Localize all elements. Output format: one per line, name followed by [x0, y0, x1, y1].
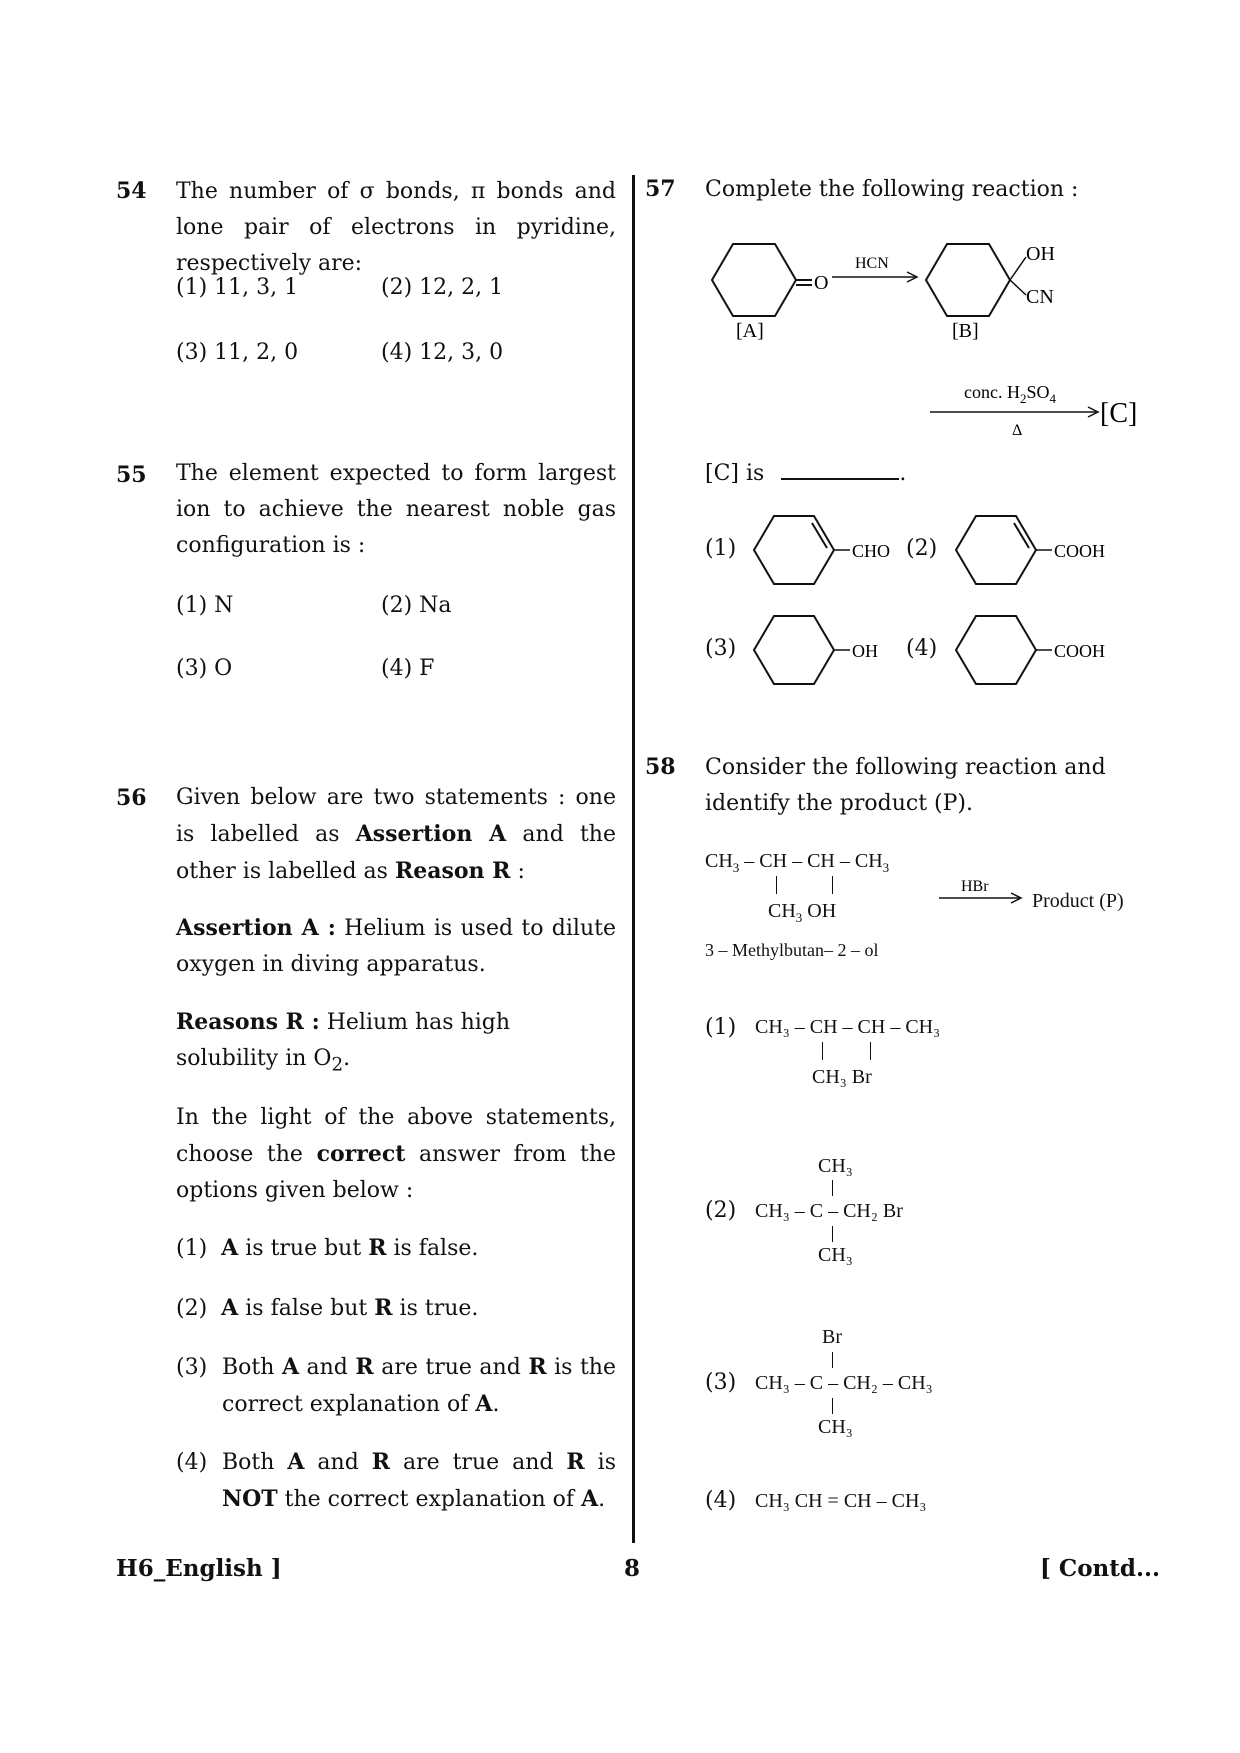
product-c-label: [C] — [1100, 398, 1138, 429]
option-3-structure — [748, 610, 908, 690]
reaction-scheme-a-b — [700, 225, 1120, 345]
label-a: [A] — [736, 320, 764, 342]
reason-statement: Reasons R : Helium has high solubility in $O_2$. — [176, 1009, 511, 1076]
option-4[interactable]: (4) — [705, 1488, 737, 1513]
option-1-structure — [748, 510, 908, 590]
option-2-structure — [950, 510, 1120, 590]
option-3[interactable]: (3) O — [176, 656, 233, 681]
option-3-top: Br — [822, 1326, 842, 1348]
oxygen-label: O — [814, 272, 829, 294]
product-p-label: Product (P) — [1032, 890, 1124, 912]
option-2[interactable]: (2) 12, 2, 1 — [381, 275, 504, 300]
footer-contd: [ Contd... — [1040, 1555, 1160, 1582]
option-4[interactable]: (4) 12, 3, 0 — [381, 340, 504, 365]
option-4[interactable]: (4) — [176, 1450, 208, 1475]
oh-label: OH — [1026, 243, 1055, 265]
option-1[interactable]: (1) — [705, 1015, 737, 1040]
page-number: 8 — [624, 1555, 641, 1582]
svg-text:COOH: COOH — [1054, 641, 1106, 661]
option-1-formula: CH₃ – CH – CH – CH₃ — [755, 1016, 941, 1038]
option-2-top: CH₃ — [818, 1155, 853, 1177]
assertion-statement: Assertion A : Helium is used to dilute oxygen in diving apparatus. — [176, 915, 616, 977]
option-4[interactable]: (4) — [906, 636, 938, 661]
option-1[interactable]: (1) — [705, 536, 737, 561]
svg-text:OH: OH — [852, 641, 878, 661]
option-2-bottom: CH₃ — [818, 1244, 853, 1266]
option-3[interactable]: (3) — [705, 636, 737, 661]
question-number: 57 — [645, 176, 676, 202]
option-2-formula: CH₃ – C – CH₂ Br — [755, 1200, 903, 1222]
option-4-text: Both A and R are true and R is NOT the correct explanation of A. — [222, 1449, 616, 1512]
question-text: The number of σ bonds, π bonds and lone pair of electrons in pyridine, respectively are: — [176, 179, 616, 276]
option-1-substituents: CH₃ Br — [812, 1066, 872, 1088]
footer-code: H6_English ] — [116, 1555, 282, 1582]
option-3-text: Both A and R are true and R is the correct explanation of A. — [222, 1354, 616, 1417]
option-4-formula: CH₃ CH = CH – CH₃ — [755, 1490, 927, 1512]
option-3[interactable]: (3) — [176, 1355, 208, 1380]
option-2[interactable]: (2) — [705, 1198, 737, 1223]
option-2[interactable]: (2) A is false but R is true. — [176, 1295, 479, 1321]
reactant-formula: $CH_3$ – CH – CH – $CH_3$ — [705, 850, 890, 875]
question-text: Complete the following reaction : — [705, 177, 1079, 202]
option-3[interactable]: (3) — [705, 1370, 737, 1395]
hbr-arrow — [935, 878, 1025, 908]
label-b: [B] — [952, 320, 979, 342]
question-number: 58 — [645, 754, 676, 780]
instruction-text: In the light of the above statements, choose the correct answer from the options given below : — [176, 1105, 617, 1203]
option-1[interactable]: (1) N — [176, 593, 234, 618]
question-intro: Given below are two statements : one is labelled as Assertion A and the other is labelled as Reason R : — [176, 785, 616, 884]
option-3-bottom: CH₃ — [818, 1416, 853, 1438]
option-4[interactable]: (4) F — [381, 656, 435, 681]
svg-text:COOH: COOH — [1054, 541, 1106, 561]
question-number: 54 — [116, 178, 147, 204]
svg-text:CHO: CHO — [852, 541, 891, 561]
option-3[interactable]: (3) 11, 2, 0 — [176, 340, 299, 365]
question-text: The element expected to form largest ion to achieve the nearest noble gas configuration is : — [176, 461, 616, 558]
option-1[interactable]: (1) 11, 3, 1 — [176, 275, 299, 300]
reaction-arrow-step-2 — [920, 375, 1150, 445]
svg-text:Δ: Δ — [1012, 422, 1023, 439]
c-is-text: [C] is . — [705, 456, 906, 492]
option-3-formula: CH₃ – C – CH₂ – CH₃ — [755, 1372, 933, 1394]
hcn-label: HCN — [855, 255, 889, 272]
reactant-substituents: $CH_3$ OH — [768, 900, 837, 925]
option-2[interactable]: (2) Na — [381, 593, 452, 618]
option-2[interactable]: (2) — [906, 536, 938, 561]
svg-text:HBr: HBr — [961, 878, 989, 895]
option-4-structure — [950, 610, 1120, 690]
question-number: 55 — [116, 462, 147, 488]
column-divider — [632, 175, 635, 1543]
svg-text:conc. H2SO4: conc. $H_2SO_4$ — [964, 382, 1056, 406]
option-1[interactable]: (1) A is true but R is false. — [176, 1235, 479, 1261]
question-number: 56 — [116, 785, 147, 811]
cn-label: CN — [1026, 286, 1054, 308]
question-text: Consider the following reaction and identify the product (P). — [705, 755, 1106, 816]
reactant-name: 3 – Methylbutan– 2 – ol — [705, 940, 879, 960]
